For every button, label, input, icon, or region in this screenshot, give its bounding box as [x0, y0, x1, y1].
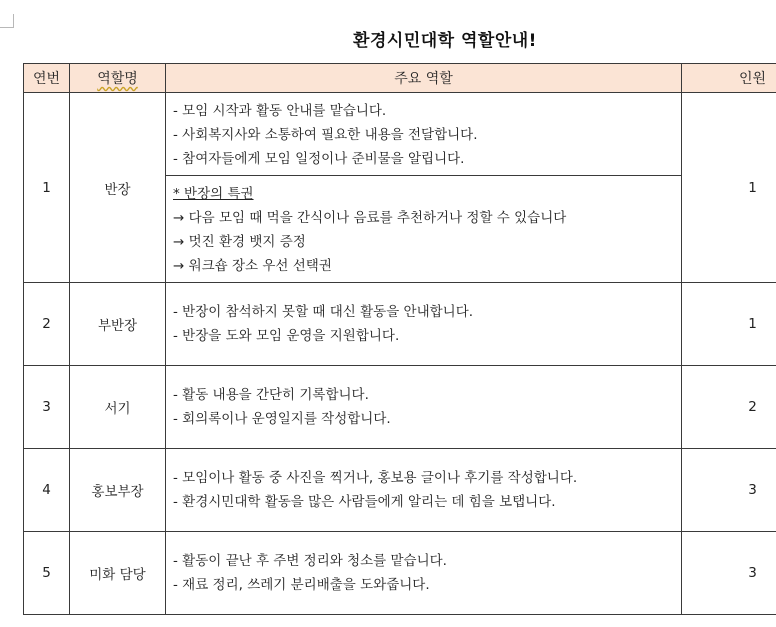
- table-row: [24, 532, 776, 615]
- duty-line: - 참여자들에게 모임 일정이나 준비물을 알립니다.: [173, 151, 465, 167]
- duty-line: - 활동이 끝난 후 주변 정리와 청소를 맡습니다.: [173, 553, 447, 569]
- header-num: 연번: [24, 64, 70, 93]
- table-row: [24, 366, 776, 449]
- perk-line: → 다음 모임 때 먹을 간식이나 음료를 추천하거나 정할 수 있습니다: [173, 210, 567, 226]
- row-count: 2: [682, 366, 776, 449]
- row-num: 1: [24, 93, 70, 283]
- roles-table: [23, 63, 776, 615]
- row-count: 1: [682, 283, 776, 366]
- duty-line: - 사회복지사와 소통하여 필요한 내용을 전달합니다.: [173, 127, 478, 143]
- duty-line: - 모임이나 활동 중 사진을 찍거나, 홍보용 글이나 후기를 작성합니다.: [173, 470, 578, 486]
- row-duties: [166, 93, 682, 283]
- header-role: [70, 64, 166, 93]
- perk-title-line: [166, 182, 681, 206]
- row-num: 3: [24, 366, 70, 449]
- row-role: 미화 담당: [70, 532, 166, 615]
- duty-line: - 반장을 도와 모임 운영을 지원합니다.: [173, 328, 400, 344]
- table-row: [24, 283, 776, 366]
- row-duties: [166, 366, 682, 449]
- header-duties: 주요 역할: [166, 64, 682, 93]
- duty-line: - 재료 정리, 쓰레기 분리배출을 도와줍니다.: [173, 577, 430, 593]
- row-num: 5: [24, 532, 70, 615]
- header-role-label: 역할명: [97, 71, 138, 87]
- perk-line: → 워크숍 장소 우선 선택권: [173, 258, 332, 274]
- duty-line: - 반장이 참석하지 못할 때 대신 활동을 안내합니다.: [173, 304, 474, 320]
- row-role: 홍보부장: [70, 449, 166, 532]
- duty-line: - 회의록이나 운영일지를 작성합니다.: [173, 411, 391, 427]
- row-num: 4: [24, 449, 70, 532]
- perk-line: → 멋진 환경 뱃지 증정: [173, 234, 306, 250]
- duty-line: - 활동 내용을 간단히 기록합니다.: [173, 387, 369, 403]
- perk-title: * 반장의 특권: [173, 186, 254, 202]
- perk-list: [166, 175, 681, 282]
- row-role: 서기: [70, 366, 166, 449]
- table-row: [24, 449, 776, 532]
- duty-list: [166, 93, 681, 175]
- header-row: [24, 64, 776, 93]
- row-duties: [166, 449, 682, 532]
- header-count: 인원: [682, 64, 776, 93]
- row-count: 3: [682, 449, 776, 532]
- row-role: 반장: [70, 93, 166, 283]
- row-num: 2: [24, 283, 70, 366]
- row-count: 3: [682, 532, 776, 615]
- row-duties: [166, 283, 682, 366]
- row-duties: [166, 532, 682, 615]
- row-count: 1: [682, 93, 776, 283]
- row-role: 부반장: [70, 283, 166, 366]
- duty-line: - 환경시민대학 활동을 많은 사람들에게 알리는 데 힘을 보탭니다.: [173, 494, 556, 510]
- table-row: [24, 93, 776, 283]
- document-title: 환경시민대학 역할안내!: [353, 31, 537, 51]
- duty-line: - 모임 시작과 활동 안내를 맡습니다.: [173, 103, 387, 119]
